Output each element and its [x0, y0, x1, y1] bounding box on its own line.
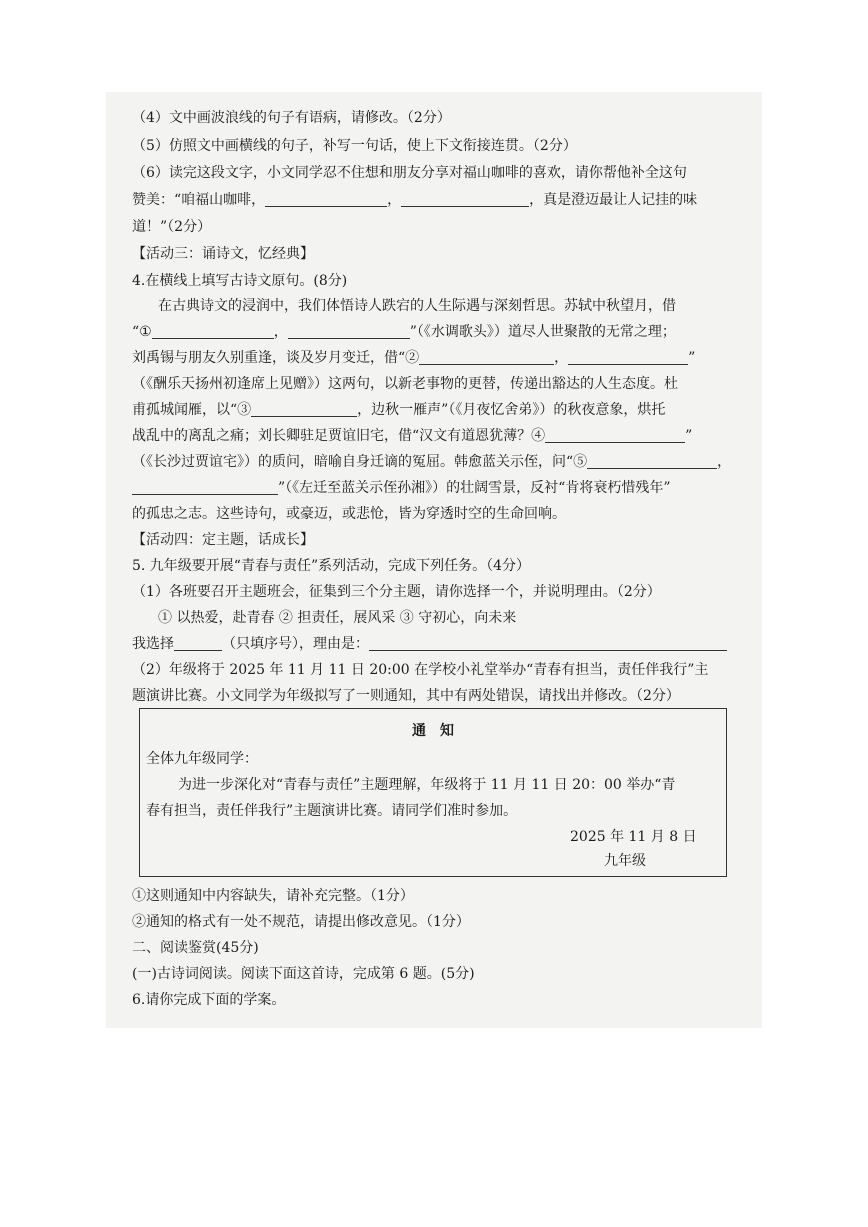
question-4-revise: （4）文中画波浪线的句子有语病，请修改。（2分） [132, 110, 451, 126]
poetry-para-line7: （《长沙过贾谊宅》）的质问，暗喻自身迁谪的冤屈。韩愈蓝关示侄，问“⑤ ， [132, 454, 732, 470]
answer-blank-2a[interactable] [419, 350, 554, 365]
poetry-para-line5: 甫孤城闻雁，以“③ ，边秋一雁声”（《月夜忆舍弟》）的秋夜意象，烘托 [132, 402, 666, 418]
notice-box [139, 708, 727, 877]
question-5-main: 5. 九年级要开展“青春与责任”系列活动，完成下列任务。（4分） [132, 558, 531, 574]
notice-body-line1: 为进一步深化对“青春与责任”主题理解，年级将于 11 月 11 日 20：00 举办“青 [178, 777, 676, 793]
choice-line: 我选择 （只填序号），理由是： [132, 634, 727, 654]
question-6-line3: 道！”（2分） [132, 219, 212, 235]
notice-date: 2025 年 11 月 8 日 [570, 829, 697, 845]
theme-options: ① 以热爱，赴青春 ② 担责任，展风采 ③ 守初心，向未来 [158, 610, 517, 626]
question-5-part1: （1）各班要召开主题班会，征集到三个分主题，请你选择一个，并说明理由。（2分） [132, 584, 661, 600]
question-6-line1: （6）读完这段文字，小文同学忍不住想和朋友分享对福山咖啡的喜欢，请你帮他补全这句 [132, 165, 687, 181]
poetry-para-line8: ”（《左迁至蓝关示侄孙湘》）的壮阔雪景，反衬“肯将衰朽惜残年” [132, 478, 670, 498]
notice-salutation: 全体九年级同学： [146, 751, 258, 767]
answer-blank-5b[interactable] [132, 480, 278, 495]
sub-question-2: ②通知的格式有一处不规范，请提出修改意见。（1分） [132, 914, 470, 930]
notice-title: 通 知 [412, 723, 454, 739]
poetry-para-line4: （《酬乐天扬州初逢席上见赠》）这两句，以新老事物的更替，传递出豁达的人生态度。杜 [132, 376, 678, 392]
activity-4-heading: 【活动四：定主题，话成长】 [132, 532, 314, 548]
poetry-para-line1: 在古典诗文的浸润中，我们体悟诗人跌宕的人生际遇与深刻哲思。苏轼中秋望月，借 [158, 298, 676, 314]
question-6-main: 6.请你完成下面的学案。 [132, 992, 286, 1008]
notice-body-line2: 春有担当，责任伴我行”主题演讲比赛。请同学们准时参加。 [146, 803, 518, 819]
section-2-part1: (一)古诗词阅读。阅读下面这首诗，完成第 6 题。(5分) [132, 966, 475, 982]
answer-blank-4[interactable] [545, 428, 685, 443]
answer-blank[interactable] [265, 192, 387, 207]
question-5-part2-line1: （2）年级将于 2025 年 11 月 11 日 20:00 在学校小礼堂举办“青春有担当，责任伴我行”主 [132, 662, 709, 678]
answer-blank-3[interactable] [251, 402, 357, 417]
answer-blank[interactable] [401, 192, 529, 207]
poetry-para-line6: 战乱中的离乱之痛；刘长卿驻足贾谊旧宅，借“汉文有道恩犹薄？④ ” [132, 428, 693, 444]
answer-blank-5a[interactable] [587, 454, 717, 469]
poetry-para-line3: 刘禹锡与朋友久别重逢，谈及岁月变迁，借“② ， ” [132, 350, 696, 366]
activity-3-heading: 【活动三：诵诗文，忆经典】 [132, 246, 314, 262]
reason-blank[interactable] [369, 636, 727, 651]
question-6-line2: 赞美：“咱福山咖啡， ， ，真是澄迈最让人记挂的味 [132, 192, 698, 208]
answer-blank-1a[interactable] [152, 324, 274, 339]
question-5-imitate: （5）仿照文中画横线的句子，补写一句话，使上下文衔接连贯。（2分） [132, 138, 577, 154]
section-2-heading: 二、阅读鉴赏(45分) [132, 940, 259, 956]
sub-question-1: ①这则通知中内容缺失，请补充完整。（1分） [132, 888, 414, 904]
answer-blank-2b[interactable] [568, 350, 688, 365]
poetry-para-line9: 的孤忠之志。这些诗句，或豪迈，或悲怆，皆为穿透时空的生命回响。 [132, 506, 566, 522]
question-4-main: 4.在横线上填写古诗文原句。(8分) [132, 273, 348, 289]
question-5-part2-line2: 题演讲比赛。小文同学为年级拟写了一则通知，其中有两处错误，请找出并修改。（2分） [132, 688, 680, 704]
notice-signer: 九年级 [604, 853, 646, 869]
answer-blank-1b[interactable] [288, 324, 410, 339]
choice-blank[interactable] [174, 636, 222, 651]
poetry-para-line2: “① ， ”（《水调歌头》）道尽人世聚散的无常之理； [132, 324, 676, 340]
